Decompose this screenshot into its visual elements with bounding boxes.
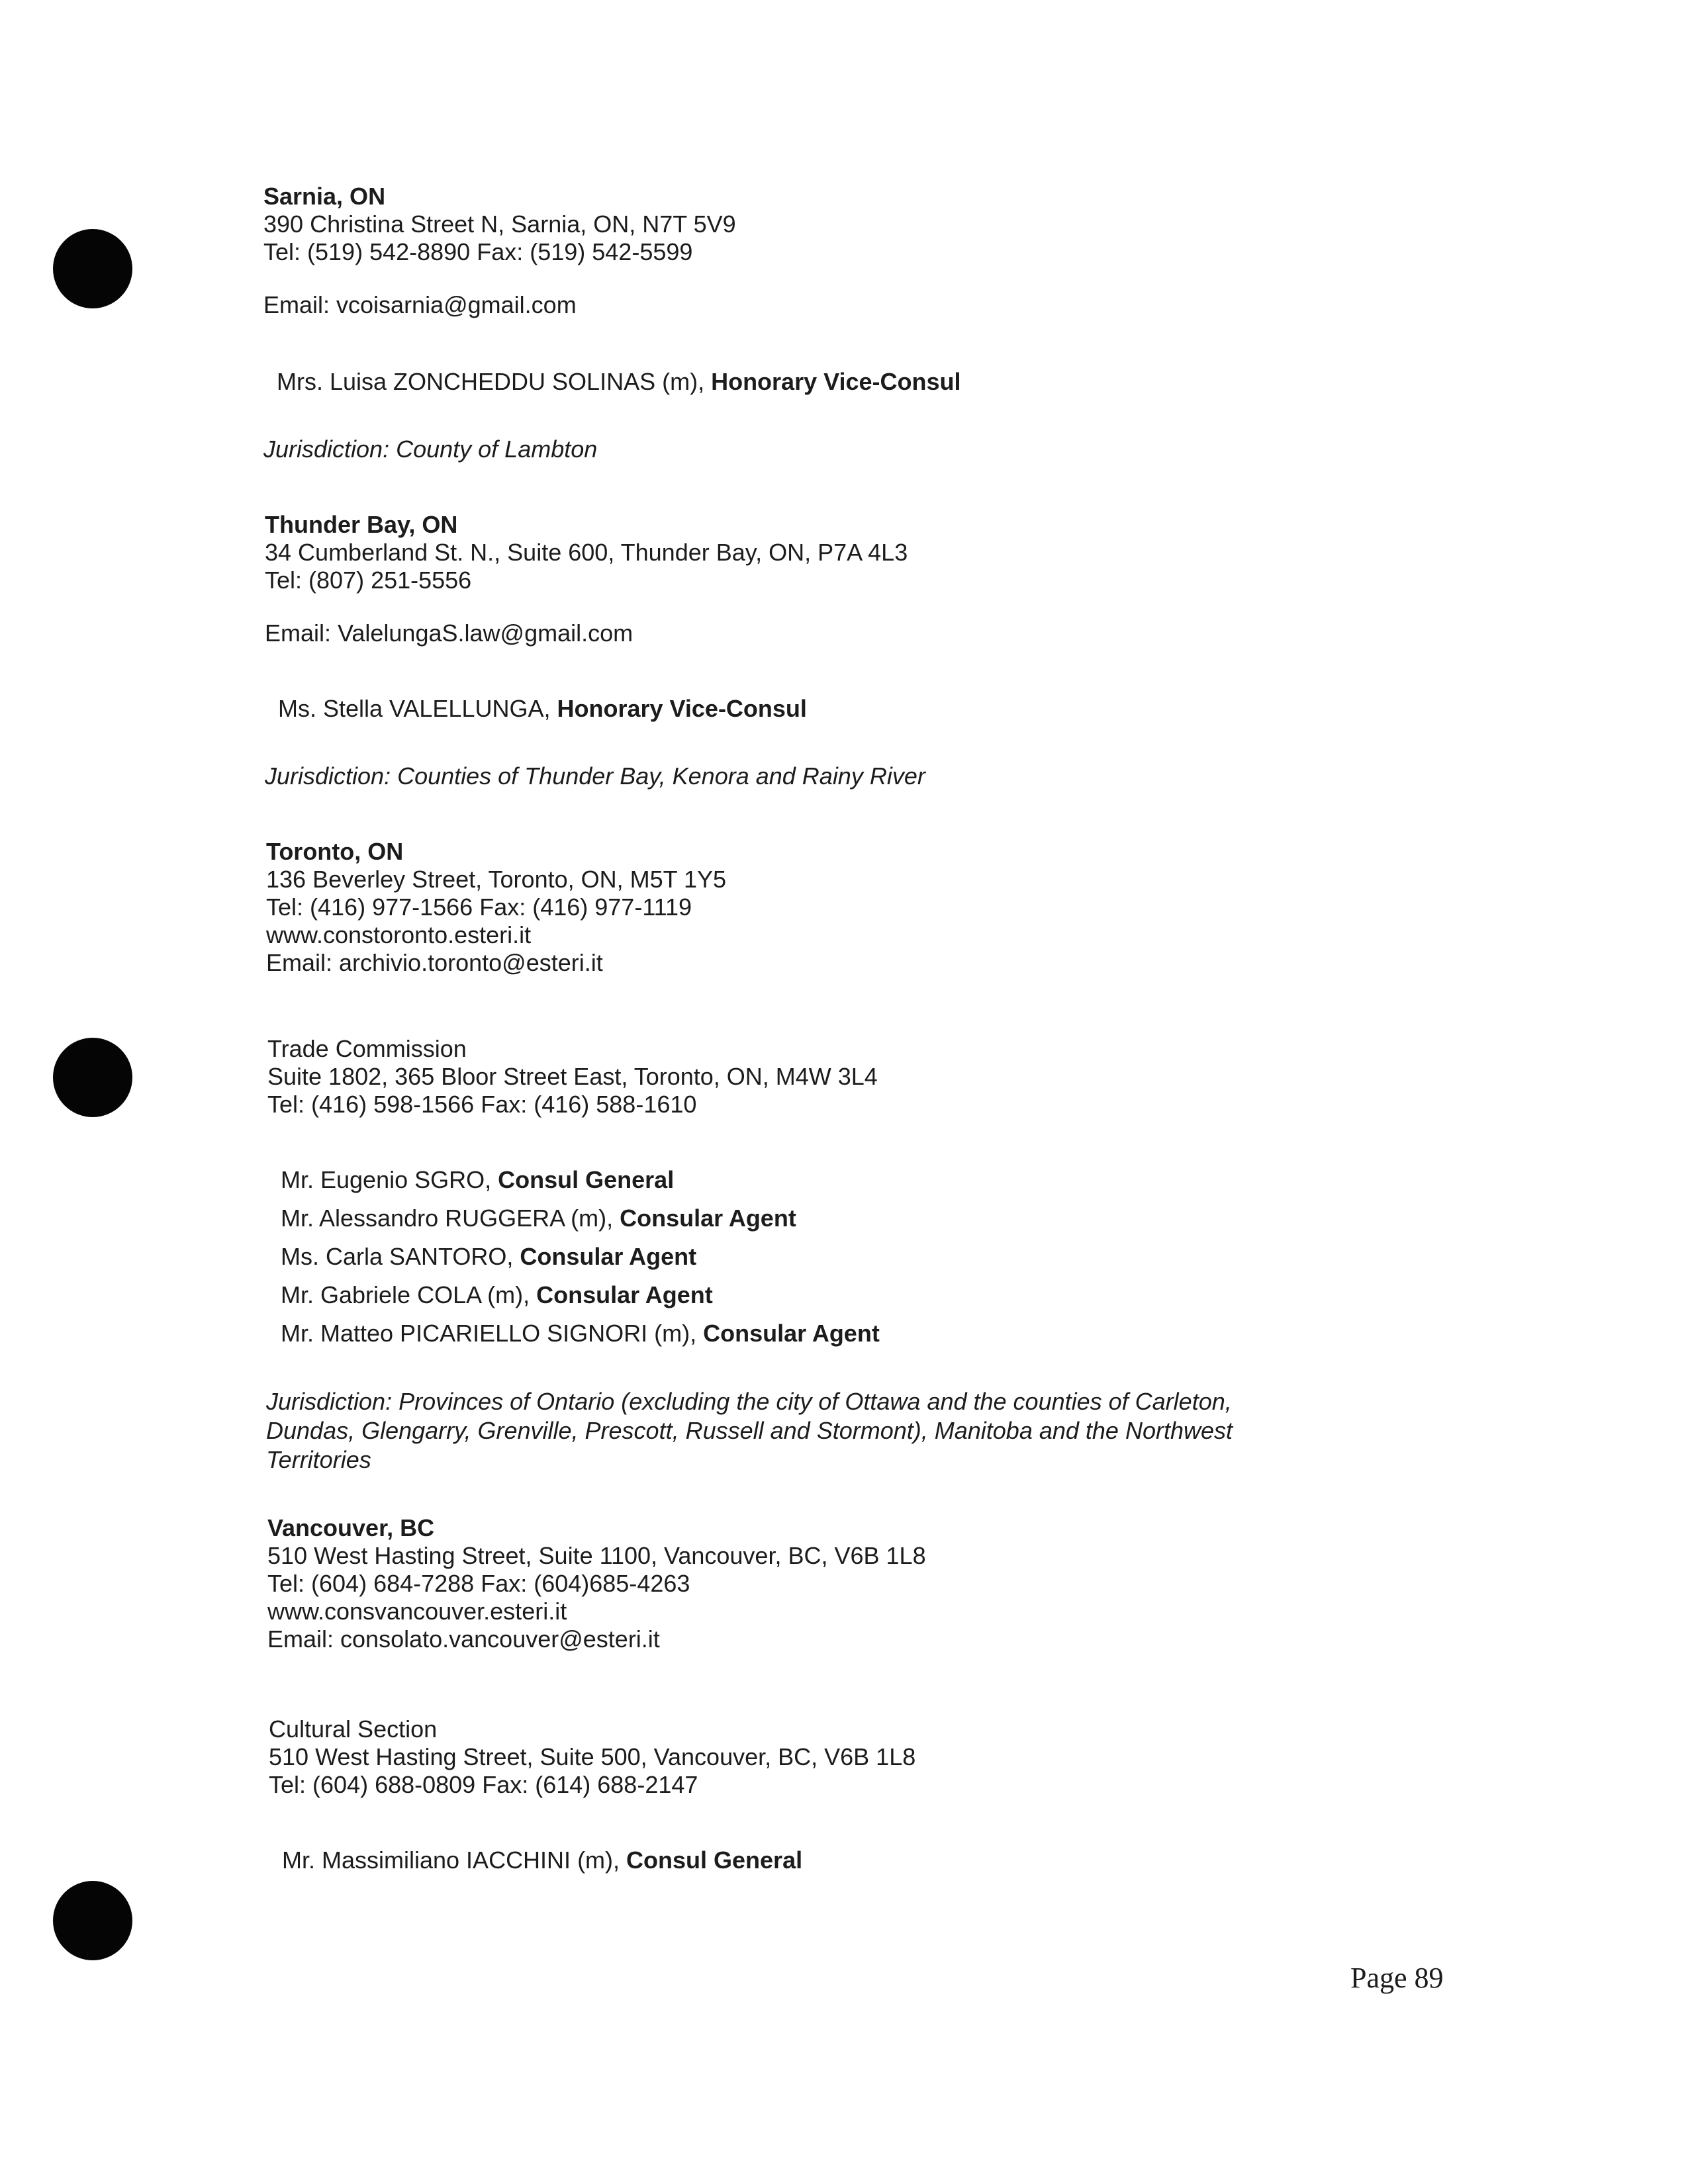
officer-name: Mrs. Luisa ZONCHEDDU SOLINAS (m), [277,368,712,395]
officer-name: Mr. Alessandro RUGGERA (m), [281,1205,620,1232]
vancouver-address: 510 West Hasting Street, Suite 1100, Vancouver, BC, V6B 1L8 [267,1542,926,1569]
toronto-officer [281,1205,796,1232]
thunder-bay-address: 34 Cumberland St. N., Suite 600, Thunder Bay, ON, P7A 4L3 [265,539,908,566]
sarnia-address-block [263,183,1455,319]
vancouver-officer [282,1846,802,1874]
officer-title: Consul General [626,1846,803,1874]
thunder-bay-address-block [265,511,1456,647]
toronto-heading: Toronto, ON [266,838,404,865]
cultural-section-phone: Tel: (604) 688-0809 Fax: (614) 688-2147 [269,1771,698,1798]
officer-name: Ms. Carla SANTORO, [281,1243,520,1270]
vancouver-cultural-section [269,1715,1460,1799]
sarnia-address: 390 Christina Street N, Sarnia, ON, N7T 5V9 [263,210,736,238]
officer-name: Mr. Matteo PICARIELLO SIGNORI (m), [281,1320,704,1347]
punch-hole-bottom [53,1881,132,1960]
trade-commission-address: Suite 1802, 365 Bloor Street East, Toronto, ON, M4W 3L4 [267,1063,878,1090]
officer-title: Consul General [498,1166,675,1193]
thunder-bay-email: Email: ValelungaS.law@gmail.com [265,619,633,647]
toronto-officer [281,1281,713,1309]
toronto-website: www.constoronto.esteri.it [266,921,532,948]
cultural-section-name: Cultural Section [269,1715,438,1743]
toronto-jurisdiction: Jurisdiction: Provinces of Ontario (excluding the city of Ottawa and the counties of Carleton, Dundas, Glengarry, Grenville, Prescott, Russell and Stormont), Manitoba and the Northwest Territories [266,1388,1233,1473]
trade-commission-phone: Tel: (416) 598-1566 Fax: (416) 588-1610 [267,1091,697,1118]
vancouver-heading: Vancouver, BC [267,1514,435,1541]
officer-name: Mr. Eugenio SGRO, [281,1166,498,1193]
vancouver-email: Email: consolato.vancouver@esteri.it [267,1625,660,1653]
punch-hole-top [53,229,132,308]
thunder-bay-jurisdiction: Jurisdiction: Counties of Thunder Bay, Kenora and Rainy River [265,762,925,790]
thunder-bay-phone: Tel: (807) 251-5556 [265,567,472,594]
vancouver-address-block [267,1514,1459,1653]
thunder-bay-officer [278,695,807,723]
toronto-address-block [266,838,1458,977]
thunder-bay-heading: Thunder Bay, ON [265,511,458,538]
officer-title: Consular Agent [536,1281,713,1308]
sarnia-heading: Sarnia, ON [263,183,386,210]
toronto-email: Email: archivio.toronto@esteri.it [266,949,603,976]
toronto-address: 136 Beverley Street, Toronto, ON, M5T 1Y5 [266,866,727,893]
officer-title: Honorary Vice-Consul [711,368,961,395]
cultural-section-address: 510 West Hasting Street, Suite 500, Vancouver, BC, V6B 1L8 [269,1743,916,1770]
punch-hole-middle [53,1038,132,1117]
officer-name: Ms. Stella VALELLUNGA, [278,695,557,722]
page-number: Page 89 [1350,1962,1444,1994]
officer-title: Consular Agent [703,1320,880,1347]
officer-title: Consular Agent [520,1243,697,1270]
sarnia-email: Email: vcoisarnia@gmail.com [263,291,577,318]
toronto-phone: Tel: (416) 977-1566 Fax: (416) 977-1119 [266,893,692,921]
sarnia-jurisdiction: Jurisdiction: County of Lambton [263,435,598,463]
toronto-officer [281,1243,696,1271]
officer-title: Honorary Vice-Consul [557,695,807,722]
sarnia-phone: Tel: (519) 542-8890 Fax: (519) 542-5599 [263,238,693,265]
officer-name: Mr. Massimiliano IACCHINI (m), [282,1846,627,1874]
officer-name: Mr. Gabriele COLA (m), [281,1281,537,1308]
trade-commission-name: Trade Commission [267,1035,467,1062]
vancouver-website: www.consvancouver.esteri.it [267,1598,567,1625]
toronto-trade-commission [267,1035,1459,1118]
vancouver-phone: Tel: (604) 684-7288 Fax: (604)685-4263 [267,1570,690,1597]
sarnia-officer [277,368,961,396]
toronto-officer [281,1166,674,1194]
toronto-officer [281,1320,880,1347]
officer-title: Consular Agent [620,1205,796,1232]
